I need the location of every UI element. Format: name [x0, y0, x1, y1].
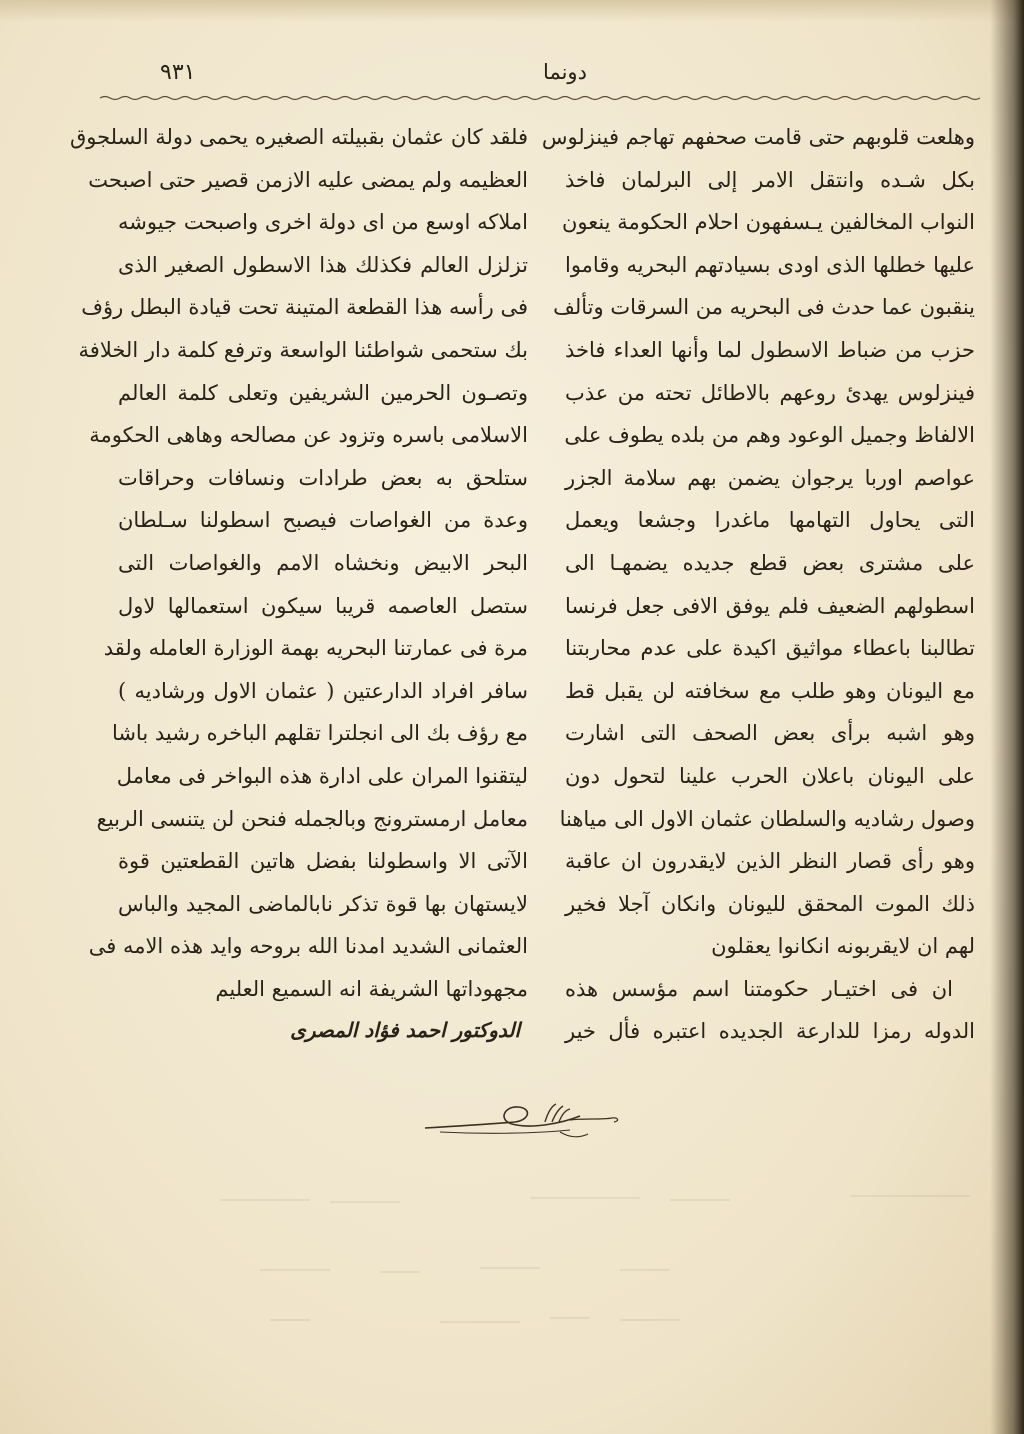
text-line: فى رأسه هذا القطعة المتينة تحت قيادة البطل رؤف — [81, 295, 528, 320]
text-line: وهو رأى قصار النظر الذين لايقدرون ان عاقبة — [565, 849, 975, 874]
text-line: على اليونان باعلان الحرب علينا لتحول دون — [565, 763, 975, 788]
page-top-edge — [0, 0, 1024, 22]
text-line: معامل ارمسترونج وبالجمله فنحن لن يتنسى الربيع — [96, 806, 528, 831]
author-signature: الدوكتور احمد فؤاد المصرى — [290, 1018, 520, 1042]
text-line: مع اليونان وهو طلب مع سخافته لن يقبل قط — [565, 678, 975, 703]
text-line: وهو اشبه برأى بعض الصحف التى اشارت — [565, 721, 975, 746]
text-line: ينقبون عما حدث فى البحريه من السرقات وتألف — [553, 295, 975, 320]
text-line: وتصـون الحرمين الشريفين وتعلى كلمة العالم — [118, 380, 528, 405]
text-line: ان فى اختيـار حكومتنا اسم مؤسس هذه — [565, 976, 953, 1001]
text-line: البحر الابيض ونخشاه الامم والغواصات التى — [118, 550, 528, 575]
text-line: ستصل العاصمه قريبا سيكون استعمالها لاول — [118, 593, 528, 618]
page-number: ٩٣١ — [160, 60, 196, 85]
text-line: العثمانى الشديد امدنا الله بروحه وايد هذه الامه فى — [88, 934, 528, 959]
text-line: الالفاظ وجميل الوعود وهم من بلده يطوف على — [564, 423, 975, 448]
text-line: على مشترى بعض قطع جديده يضمهـا الى — [565, 550, 975, 575]
text-line: العظيمه ولم يمضى عليه الازمن قصير حتى اصبحت — [88, 167, 528, 192]
text-line: لهم ان لايقربونه انكانوا يعقلون — [711, 934, 975, 959]
text-line: تطالبنا باعطاء مواثيق اكيدة على عدم محاربتنا — [565, 636, 975, 661]
text-line: الآتى الا واسطولنا بفضل هاتين القطعتين قوة — [118, 849, 528, 874]
text-line: النواب المخالفين يـسفهون احلام الحكومة ينعون — [561, 210, 975, 235]
text-line: لايستهان بها قوة تذكر نابالماضى المجيد والباس — [118, 891, 528, 916]
text-line: عليها خطلها الذى اودى بسيادتهم البحريه وقاموا — [565, 252, 975, 277]
text-line: بك ستحمى شواطئنا الواسعة وترفع كلمة دار الخلافة — [78, 337, 528, 362]
text-line: مجهوداتها الشريفة انه السميع العليم — [215, 976, 528, 1001]
text-line: فلقد كان عثمان بقبيلته الصغيره يحمى دولة السلجوق — [69, 125, 528, 149]
text-line: سافر افراد الدارعتين ( عثمان الاول ورشاديه ) — [118, 678, 528, 703]
text-line: بكل شـده وانتقل الامر إلى البرلمان فاخذ — [565, 167, 975, 192]
text-line: وهلعت قلوبهم حتى قامت صحفهم تهاجم فينزلوس — [541, 125, 975, 149]
text-line: عواصم اوربا يرجوان يضمن بهم سلامة الجزر — [565, 465, 975, 490]
decorative-flourish-icon — [420, 1098, 630, 1148]
text-line: تزلزل العالم فكذلك هذا الاسطول الصغير الذى — [118, 252, 528, 277]
text-line: التى يحاول التهامها ماغدرا وجشعا ويعمل — [565, 508, 975, 533]
running-title: دونما — [543, 60, 587, 84]
header-rule — [100, 94, 985, 102]
text-line: مع رؤف بك الى انجلترا تقلهم الباخره رشيد باشا — [111, 721, 528, 746]
text-line: حزب من ضباط الاسطول لما وأنها العداء فاخذ — [565, 337, 975, 362]
page-header — [100, 56, 980, 92]
text-line: اسطولهم الضعيف فلم يوفق الافى جعل فرنسا — [565, 593, 975, 618]
text-line: الدوله رمزا للدارعة الجديده اعتبره فأل خير — [565, 1019, 975, 1044]
text-line: وصول رشاديه والسلطان عثمان الاول الى مياهنا — [559, 806, 975, 831]
right-column — [541, 116, 975, 1053]
page-edge-shadow — [990, 0, 1024, 1434]
text-line: ذلك الموت المحقق لليونان وانكان آجلا فخير — [565, 891, 975, 916]
text-line: ستلحق به بعض طرادات ونسافات وحراقات — [118, 465, 528, 490]
text-line: ليتقنوا المران على ادارة هذه البواخر فى معامل — [116, 763, 528, 788]
text-line: وعدة من الغواصات فيصبح اسطولنا سـلطان — [118, 508, 528, 533]
bleed-through-marks — [150, 1170, 990, 1350]
text-line: الاسلامى باسره وتزود عن مصالحه وهاهى الحكومة — [89, 423, 528, 448]
text-line: املاكه اوسع من اى دولة اخرى واصبحت جيوشه — [118, 210, 528, 235]
text-line: فينزلوس يهدئ روعهم بالاطائل تحته من عذب — [565, 380, 975, 405]
left-column — [69, 116, 528, 1010]
text-line: مرة فى عمارتنا البحريه بهمة الوزارة العامله ولقد — [103, 636, 528, 661]
